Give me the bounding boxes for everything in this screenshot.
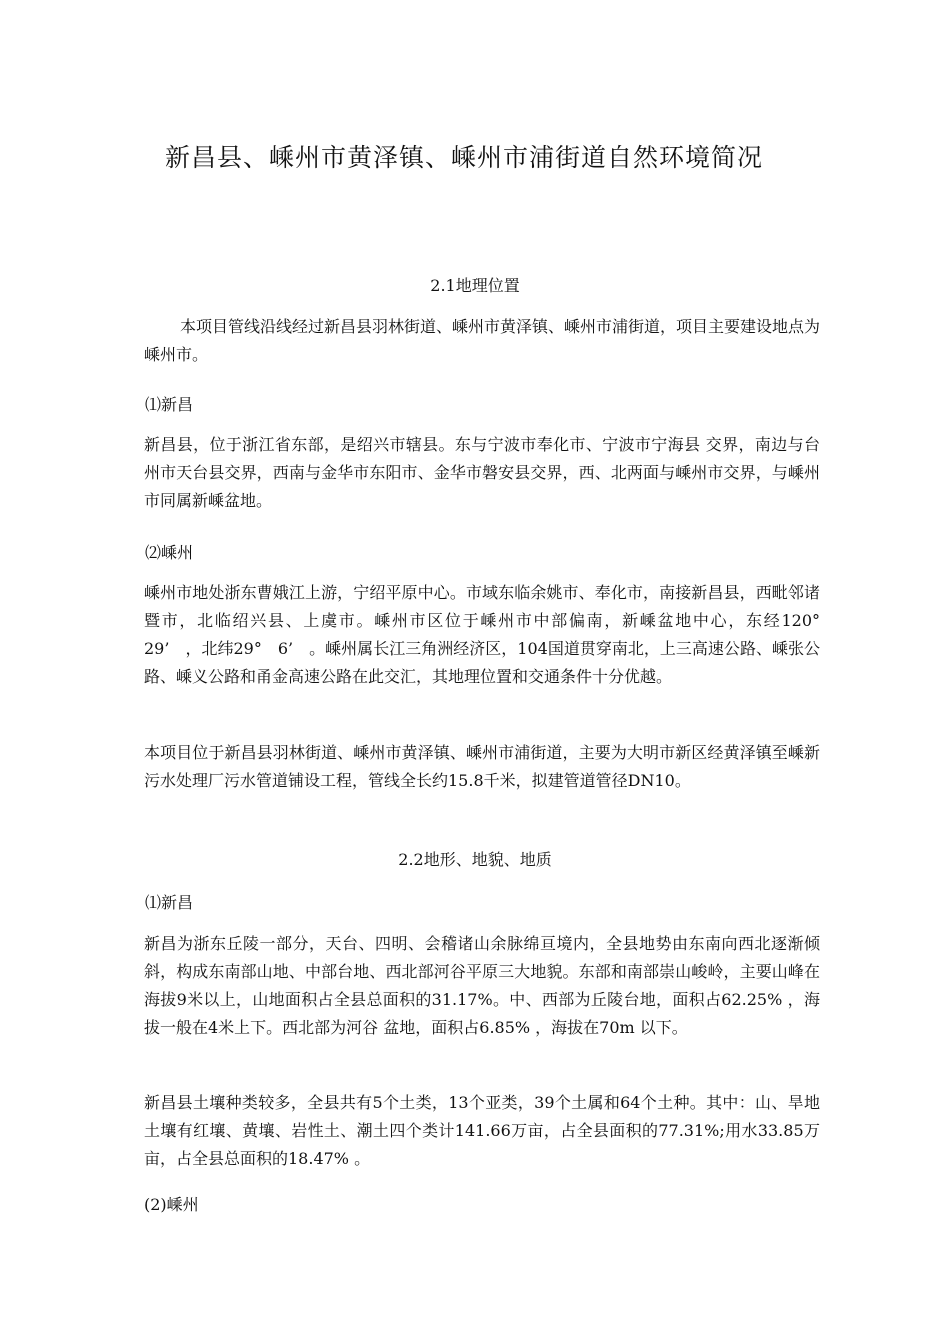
- subheading-shengzhou-terrain: (2)嵊州: [144, 1195, 199, 1214]
- paragraph-project-intro: 本项目管线沿线经过新昌县羽林街道、嵊州市黄泽镇、嵊州市浦街道，项目主要建设地点为嵊州市。: [144, 317, 821, 364]
- section-heading-geography: 2.1地理位置: [430, 276, 520, 295]
- section-heading-terrain: 2.2地形、地貌、地质: [398, 850, 552, 869]
- document-title: 新昌县、嵊州市黄泽镇、嵊州市浦街道自然环境简况: [164, 143, 763, 172]
- paragraph-project-location: 本项目位于新昌县羽林街道、嵊州市黄泽镇、嵊州市浦街道，主要为大明市新区经黄泽镇至嵊新污水处理厂污水管道铺设工程，管线全长约15.8千米，拟建管道管径DN10。: [144, 743, 820, 790]
- subheading-shengzhou: ⑵嵊州: [145, 543, 194, 562]
- paragraph-xinchang-terrain: 新昌为浙东丘陵一部分，天台、四明、会稽诸山余脉绵亘境内，全县地势由东南向西北逐渐倾斜，构成东南部山地、中部台地、西北部河谷平原三大地貌。东部和南部崇山峻岭，主要山峰在海拔9米以上，山地面积占全县总面积的31.17%。中、西部为丘陵台地，面积占62.25% ，海拔一般在4米上下。西北部为河谷 盆地，面积占6.85% ，海拔在70m 以下。: [144, 934, 820, 1037]
- subheading-xinchang-terrain: ⑴新昌: [145, 893, 194, 912]
- subheading-xinchang: ⑴新昌: [145, 395, 194, 414]
- paragraph-xinchang-location: 新昌县，位于浙江省东部，是绍兴市辖县。东与宁波市奉化市、宁波市宁海县 交界，南边与台州市天台县交界，西南与金华市东阳市、金华市磐安县交界，西、北两面与嵊州市交界，与嵊州市同属新嵊盆地。: [144, 435, 820, 510]
- paragraph-shengzhou-location: 嵊州市地处浙东曹娥江上游，宁绍平原中心。市域东临余姚市、奉化市，南接新昌县，西毗邻诸暨市，北临绍兴县、上虞市。嵊州市区位于嵊州市中部偏南，新嵊盆地中心，东经120° 29’ ，北纬29° 6’ 。嵊州属长江三角洲经济区，104国道贯穿南北，上三高速公路、嵊张公路、嵊义公路和甬金高速公路在此交汇，其地理位置和交通条件十分优越。: [144, 583, 837, 686]
- paragraph-xinchang-soil: 新昌县土壤种类较多，全县共有5个土类，13个亚类，39个土属和64个土种。其中：山、旱地土壤有红壤、黄壤、岩性土、潮土四个类计141.66万亩，占全县面积的77.31%;用水33.85万亩，占全县总面积的18.47% 。: [144, 1093, 820, 1168]
